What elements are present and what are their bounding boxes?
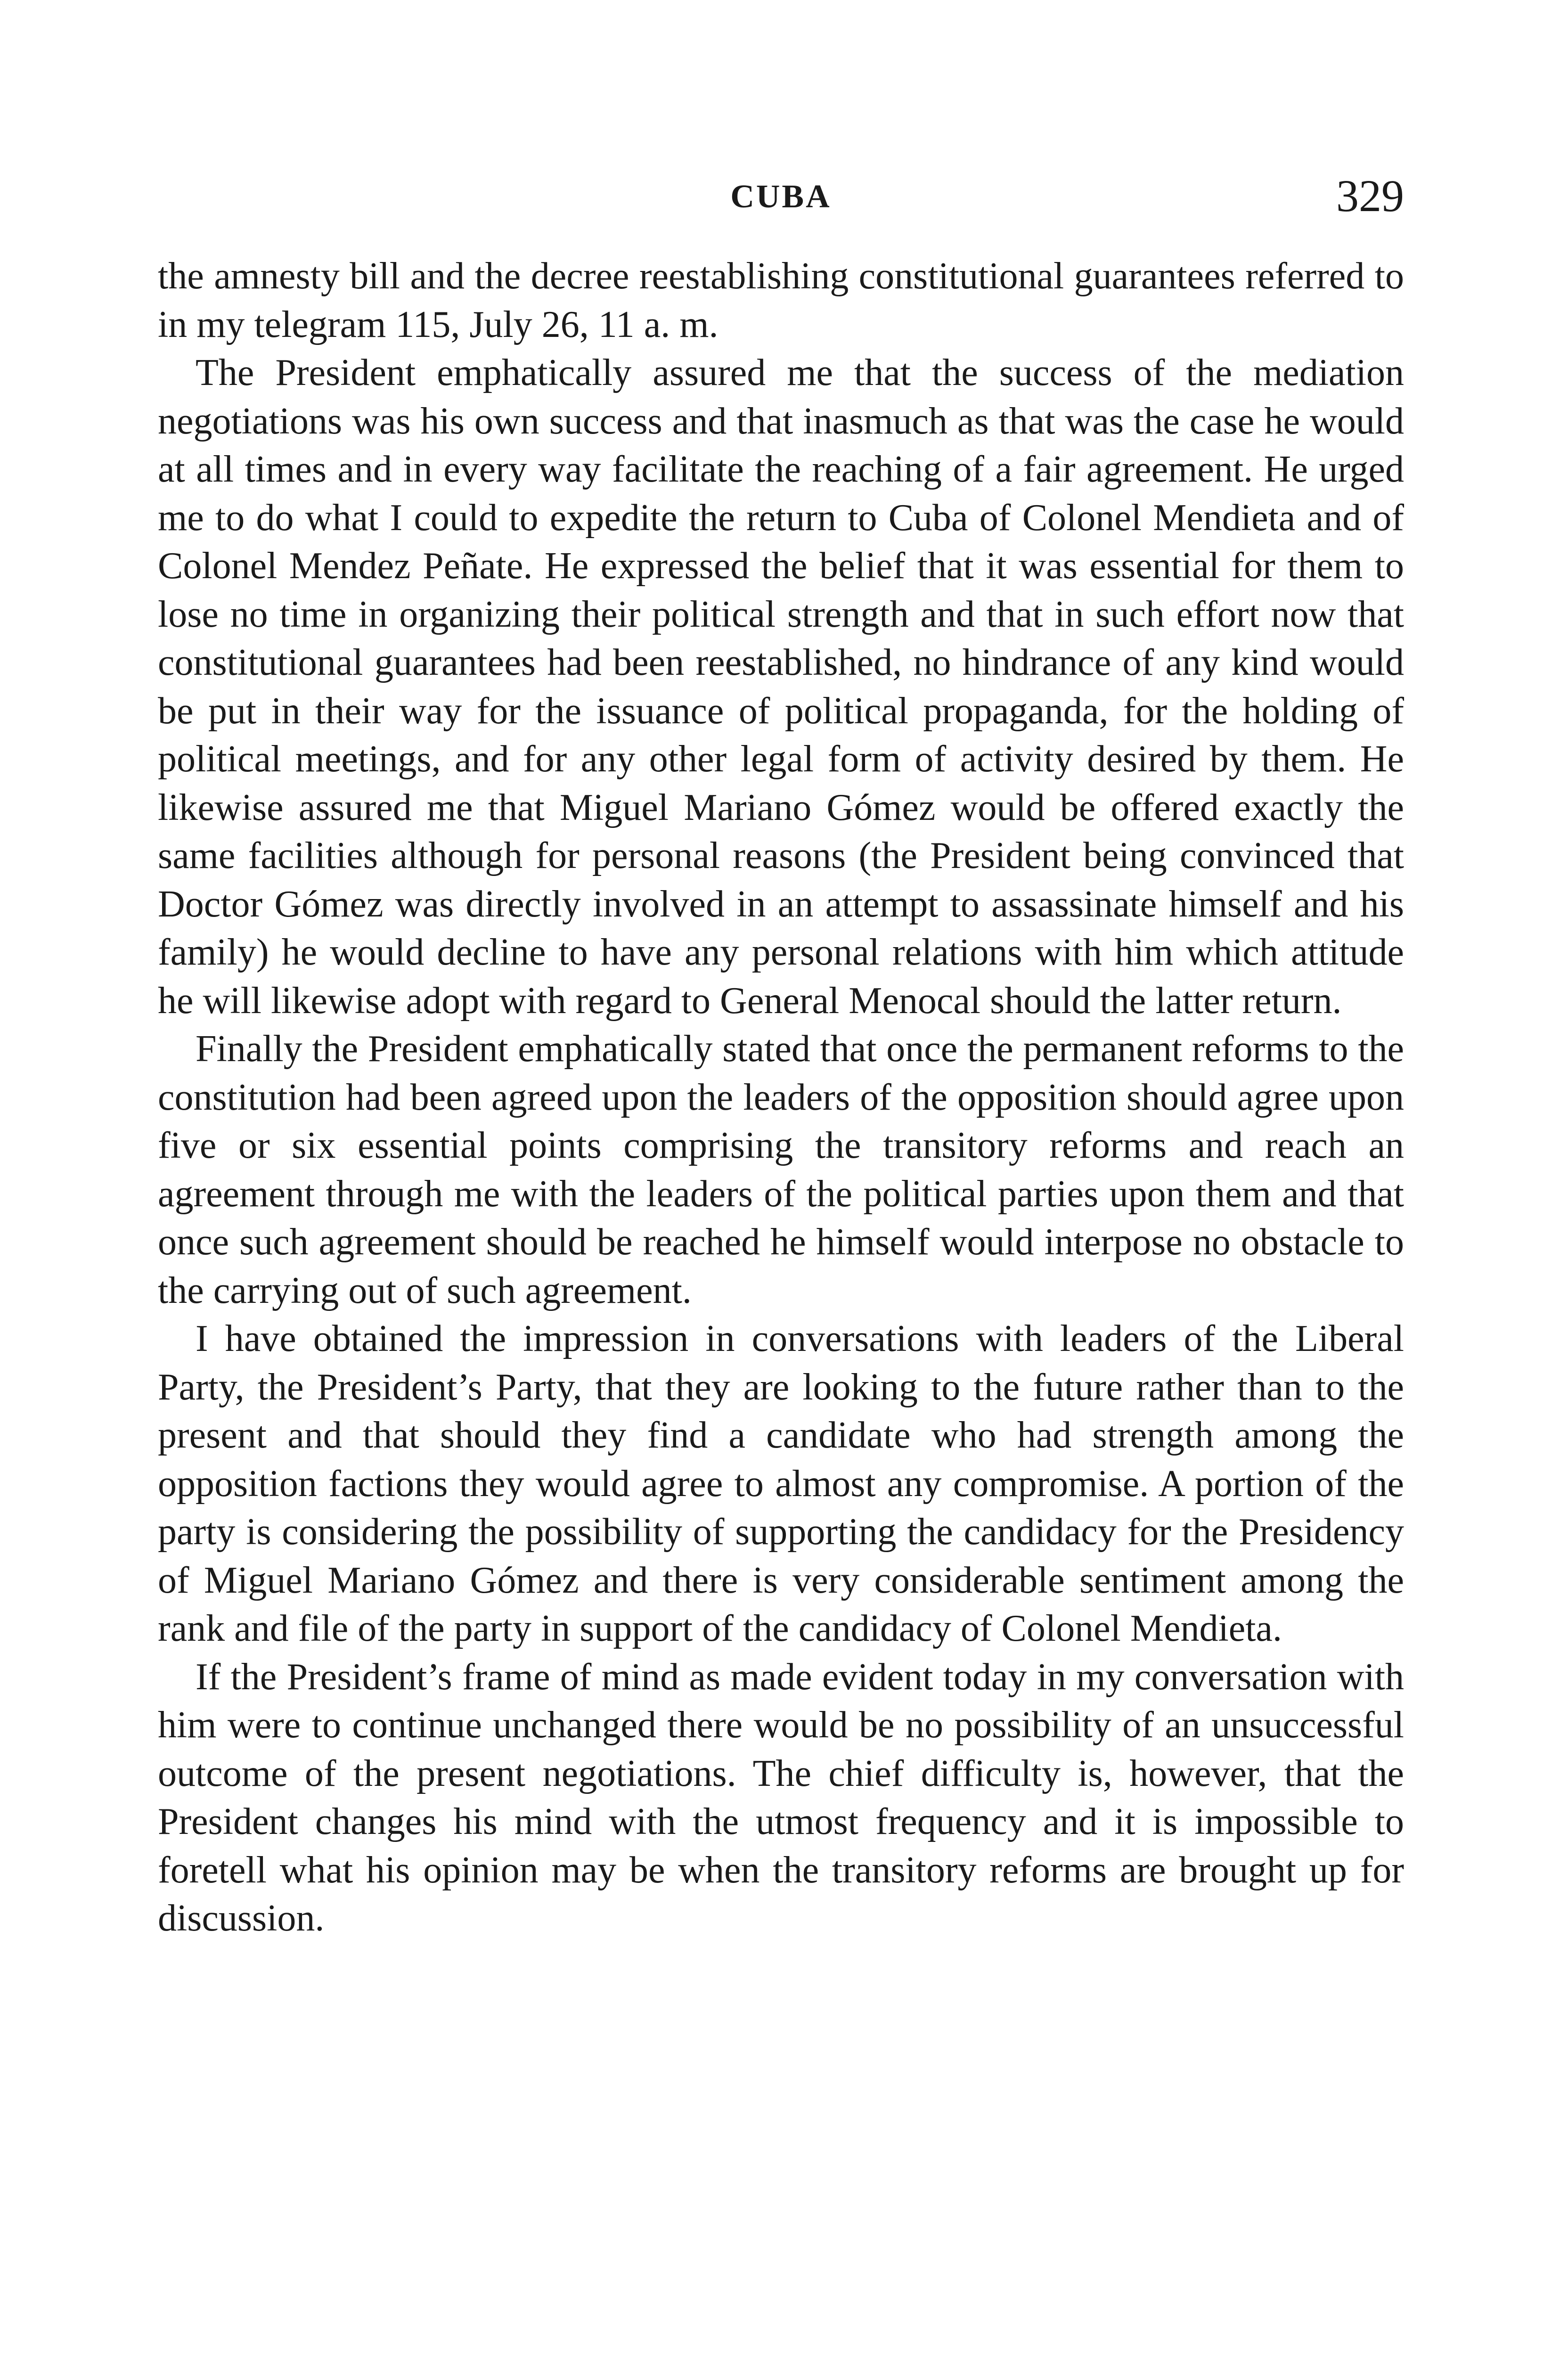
page-number: 329 (1336, 171, 1404, 221)
running-head (158, 170, 1404, 221)
paragraph: I have obtained the impression in conversations with leaders of the Liberal Party, the President’s Party, that they are looking to the future rather than to the present and that should they find a candidate who had strength among the opposition factions they would agree to almost any compromise. A portion of the party is considering the possibility of supporting the candidacy for the Presidency of Miguel Mariano Gómez and there is very considerable sentiment among the rank and file of the party in support of the candidacy of Colonel Mendieta. (158, 1318, 1404, 1649)
paragraph: The President emphatically assured me that the success of the mediation negotiations was his own success and that inasmuch as that was the case he would at all times and in every way facilitate the reaching of a fair agreement. He urged me to do what I could to expedite the return to Cuba of Colonel Mendieta and of Colonel Mendez Peñate. He expressed the belief that it was essential for them to lose no time in organizing their political strength and that in such effort now that constitutional guarantees had been reestablished, no hindrance of any kind would be put in their way for the issuance of political propaganda, for the holding of political meetings, and for any other legal form of activity desired by them. He likewise assured me that Miguel Mariano Gómez would be offered exactly the same facilities although for personal reasons (the President being convinced that Doctor Gómez was directly involved in an attempt to assassinate himself and his family) he would decline to have any personal relations with him which attitude he will likewise adopt with regard to General Menocal should the latter return. (158, 352, 1404, 1022)
running-title: CUBA (730, 179, 832, 215)
paragraph-continuation: the amnesty bill and the decree reestablishing constitutional guarantees referred to in my telegram 115, July 26, 11 a. m. (158, 255, 1404, 345)
paragraph: If the President’s frame of mind as made evident today in my conversation with him were to continue unchanged there would be no possibility of an unsuccessful outcome of the present negotiations. The chief difficulty is, however, that the President changes his mind with the utmost frequency and it is impossible to foretell what his opinion may be when the transitory reforms are brought up for discussion. (158, 1656, 1404, 1939)
paragraph: Finally the President emphatically stated that once the permanent reforms to the constitution had been agreed upon the leaders of the opposition should agree upon five or six essential points comprising the transitory reforms and reach an agreement through me with the leaders of the political parties upon them and that once such agreement should be reached he himself would interpose no obstacle to the carrying out of such agreement. (158, 1028, 1404, 1311)
body-text (158, 252, 1404, 1943)
